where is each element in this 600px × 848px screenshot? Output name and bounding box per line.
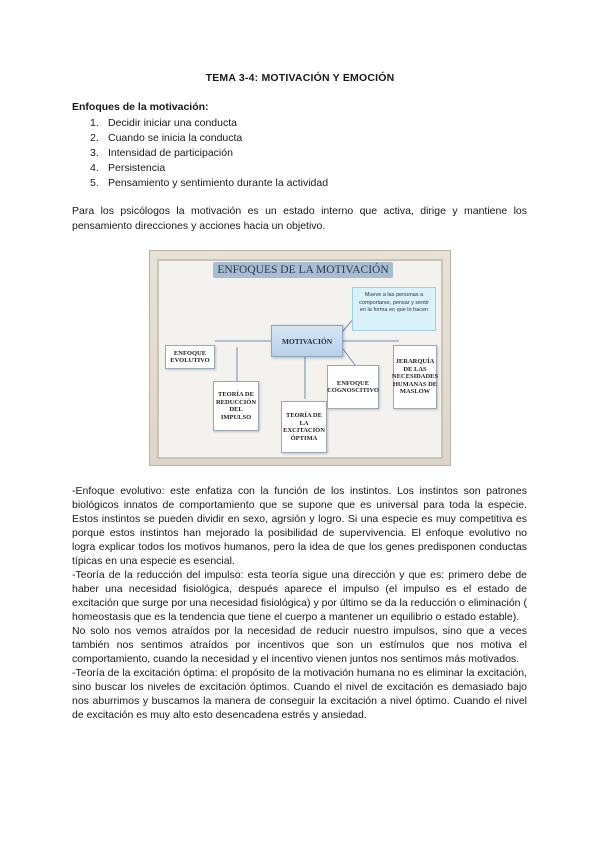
list-item	[90, 131, 328, 146]
diagram-box-maslow: JERARQUÍA DE LAS NECESIDADES HUMANAS DE MASLOW	[393, 345, 437, 409]
whiteboard	[157, 259, 443, 459]
paragraph-reduccion-impulso: -Teoría de la reducción del impulso: esta teoría sigue una dirección y que es: primero debe de haber una necesidad fisiológica, después aparece el impulso (el impulso es el estado de excitación que surge por una necesidad fisiológica) y por último se da la reducción o eliminación ( homeostasis que es la tendencia que tiene el cuerpo a mantener un equilibrio o estado estable).	[72, 569, 527, 623]
diagram-note: Mueve a las personas a comportarse, pensar y sentir en la forma en que lo hacen	[352, 287, 436, 331]
list-item	[90, 146, 328, 161]
list-number: 3.	[90, 147, 99, 159]
list-text: Intensidad de participación	[108, 147, 233, 159]
list-text: Cuando se inicia la conducta	[108, 132, 243, 144]
motivation-approaches-list	[90, 116, 328, 191]
list-number: 5.	[90, 177, 99, 189]
paragraph-incentivos: No solo nos vemos atraídos por la necesidad de reducir nuestro impulsos, sino que a veces también nos sentimos atraídos por incentivos que son un estímulos que nos motiva el comportamiento, cuando la necesidad y el incentivo vienen juntos nos sentimos más motivados.	[72, 625, 527, 665]
diagram-box-cognoscitivo: ENFOQUE COGNOSCITIVO	[327, 365, 379, 409]
page-title: TEMA 3-4: MOTIVACIÓN Y EMOCIÓN	[205, 72, 395, 84]
list-number: 4.	[90, 162, 99, 174]
diagram-box-optima: TEORÍA DE LA EXCITACIÓN ÓPTIMA	[281, 401, 327, 453]
diagram-center-node: MOTIVACIÓN	[271, 325, 343, 357]
list-number: 1.	[90, 117, 99, 129]
diagram-box-impulso: TEORÍA DE REDUCCIÓN DEL IMPULSO	[213, 381, 259, 431]
list-text: Decidir iniciar una conducta	[108, 117, 237, 129]
motivation-diagram-image	[149, 250, 451, 466]
list-text: Pensamiento y sentimiento durante la actividad	[108, 177, 329, 189]
body-text	[72, 484, 527, 722]
list-item	[90, 116, 328, 131]
list-text: Persistencia	[108, 162, 166, 174]
section-heading: Enfoques de la motivación:	[72, 101, 209, 113]
list-number: 2.	[90, 132, 99, 144]
paragraph-evolutivo: -Enfoque evolutivo: este enfatiza con la función de los instintos. Los instintos son patrones biológicos innatos de comportamiento que se supone que es universal para toda la especie. Estos instintos se pueden dividir en sexo, agrsión y logro. Si una especie es muy competitiva es porque estos instintos han mejorado la posibilidad de supervivencia. El enfoque evolutivo no logra explicar todos los motivos humanos, pero la idea de que los genes predisponen conductas típicas en una especie es esencial.	[72, 485, 527, 567]
diagram-title: ENFOQUES DE LA MOTIVACIÓN	[213, 262, 393, 278]
list-item	[90, 161, 328, 176]
diagram-box-evolutivo: ENFOQUE EVOLUTIVO	[165, 345, 215, 369]
list-item	[90, 176, 328, 191]
intro-paragraph: Para los psicólogos la motivación es un estado interno que activa, dirige y mantiene los pensamiento direcciones y acciones hacia un objetivo.	[72, 205, 527, 232]
paragraph-excitacion-optima: -Teoría de la excitación óptima: el propósito de la motivación humana no es eliminar la excitación, sino buscar los niveles de excitación óptimos. Cuando el nivel de excitación es demasiado bajo nos aburrimos y buscamos la manera de conseguir la excitación a nivel óptimo. Cuando el nivel de excitación es muy alto esto desencadena estrés y ansiedad.	[72, 667, 527, 721]
